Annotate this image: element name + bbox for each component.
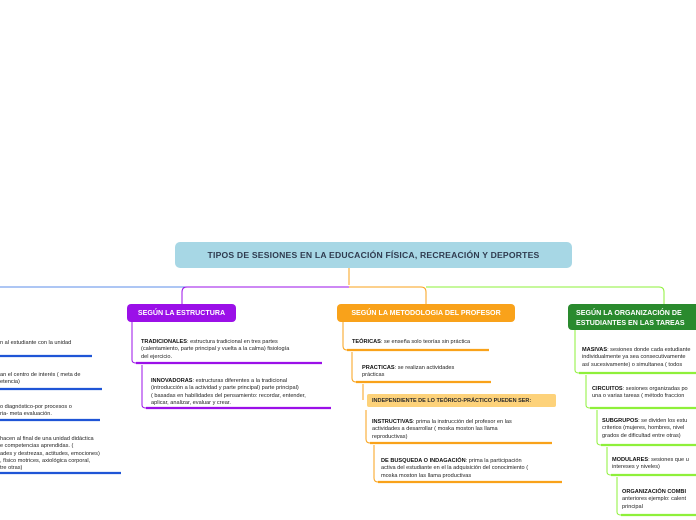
left-leaf-3[interactable] bbox=[0, 404, 72, 419]
leaf-instructivas[interactable] bbox=[372, 419, 512, 441]
leaf-instructivas-text: : prima la instrucción del profesor en las bbox=[412, 419, 512, 425]
branch-organizacion-line1: SEGÚN LA ORGANIZACIÓN DE bbox=[576, 309, 682, 317]
leaf-subgrupos-line-3: grados de dificultad entre otras) bbox=[602, 432, 681, 439]
leaf-instructivas-line-3: reproductivas) bbox=[372, 433, 408, 440]
leaf-subgrupos-text: : se dividen los estu bbox=[638, 418, 688, 424]
leaf-modulares-line-2: intereses y niveles) bbox=[612, 464, 660, 471]
branch-estructura[interactable]: SEGÚN LA ESTRUCTURA bbox=[127, 304, 236, 322]
leaf-circuitos-line-2: una o varias tareas ( método fraccion bbox=[592, 393, 685, 400]
left-leaf-3-line-a: o diagnóstico-por procesos o bbox=[0, 404, 72, 410]
leaf-innovadoras-line-3: ( basadas en habilidades del pensamiento: recordar, entender, bbox=[151, 392, 306, 399]
left-leaf-4-line-d: , físico motrices, axiológica corporal, bbox=[0, 457, 91, 464]
leaf-busqueda-line-3: moska moston las llama productivas bbox=[381, 472, 472, 479]
branch-organizacion-line2: ESTUDIANTES EN LAS TAREAS bbox=[576, 319, 685, 327]
left-leaf-4-line-c: ades y destrezas, actitudes, emociones) bbox=[0, 450, 100, 457]
leaf-tradicionales-line-3: del ejercicio. bbox=[141, 353, 173, 360]
leaf-modulares[interactable] bbox=[612, 457, 689, 472]
left-leaf-4-line-e: tre otras) bbox=[0, 465, 23, 472]
leaf-modulares-text: : sesiones que u bbox=[648, 457, 689, 463]
leaf-busqueda-line-2: activa del estudiante en el la adquisición del conocimiento ( bbox=[381, 465, 529, 472]
leaf-teoricas-text: : se enseña solo teorías sin práctica bbox=[380, 339, 471, 345]
leaf-combinada-line-3: principal bbox=[622, 503, 643, 510]
leaf-masivas[interactable] bbox=[582, 347, 690, 369]
left-leaf-1-line: n al estudiante con la unidad bbox=[0, 340, 72, 346]
leaf-subgrupos-term: SUBGRUPOS bbox=[602, 418, 639, 424]
leaf-circuitos-text: : sesiones organizadas po bbox=[622, 386, 688, 392]
leaf-busqueda-term: DE BUSQUEDA O INDAGACIÓN bbox=[381, 458, 466, 464]
left-leaf-4-line-a: hacen al final de una unidad didáctica bbox=[0, 436, 94, 442]
leaf-combinada[interactable] bbox=[622, 489, 686, 511]
leaf-combinada-term: ORGANIZACIÓN COMBI bbox=[622, 489, 687, 495]
leaf-innovadoras[interactable] bbox=[151, 378, 306, 407]
left-leaf-2-line-a: an el centro de interés ( meta de bbox=[0, 372, 81, 378]
leaf-innovadoras-line-4: aplicar, analizar, evaluar y crear. bbox=[151, 399, 231, 406]
leaf-innovadoras-line-2: (introducción a la actividad y parte principal) parte principal) bbox=[151, 385, 299, 392]
leaf-teoricas-term: TEÓRICAS bbox=[352, 339, 381, 345]
leaf-instructivas-line-2: actividades a desarrollar ( moska moston las llama bbox=[372, 426, 498, 433]
leaf-circuitos[interactable] bbox=[592, 386, 688, 401]
leaf-tradicionales-term: TRADICIONALES bbox=[141, 339, 187, 345]
leaf-practicas[interactable] bbox=[362, 365, 454, 380]
leaf-subgrupos[interactable] bbox=[602, 418, 687, 440]
leaf-busqueda[interactable] bbox=[381, 458, 528, 480]
leaf-practicas-line-2: prácticas bbox=[362, 372, 385, 379]
leaf-tradicionales[interactable] bbox=[141, 339, 289, 361]
leaf-tradicionales-line-1: : estructura tradicional en tres partes bbox=[187, 339, 278, 345]
tag-independiente[interactable]: INDEPENDIENTE DE LO TEÓRICO-PRÁCTICO PUEDEN SER: bbox=[367, 394, 556, 407]
leaf-masivas-term: MASIVAS bbox=[582, 347, 608, 353]
left-leaf-3-line-b: ria- meta evaluación. bbox=[0, 411, 52, 418]
central-topic[interactable]: TIPOS DE SESIONES EN LA EDUCACIÓN FÍSICA, RECREACIÓN Y DEPORTES bbox=[175, 242, 572, 268]
left-leaf-4-line-b: e competencias aprendidas. ( bbox=[0, 443, 74, 450]
leaf-combinada-line-2: anteriores ejemplo: calent bbox=[622, 496, 687, 503]
branch-organizacion[interactable] bbox=[568, 304, 696, 330]
left-leaf-1[interactable] bbox=[0, 340, 71, 347]
branch-metodologia[interactable]: SEGÚN LA METODOLOGIA DEL PROFESOR bbox=[337, 304, 515, 322]
leaf-busqueda-text: : prima la participación bbox=[465, 458, 522, 464]
leaf-tradicionales-line-2: (calentamiento, parte principal y vuelta a la calma) fisiología bbox=[141, 346, 290, 353]
leaf-innovadoras-line-1: : estructuras diferentes a la tradicional bbox=[192, 378, 288, 384]
leaf-circuitos-term: CIRCUITOS bbox=[592, 386, 623, 392]
leaf-masivas-line-3: así sucesivamente) o simultanea ( todos bbox=[582, 361, 683, 368]
leaf-instructivas-term: INSTRUCTIVAS bbox=[372, 419, 413, 425]
leaf-masivas-text: : sesiones donde cada estudiante bbox=[607, 347, 691, 353]
leaf-practicas-text: : se realizan actividades bbox=[394, 365, 455, 371]
leaf-innovadoras-term: INNOVADORAS bbox=[151, 378, 193, 384]
leaf-practicas-term: PRACTICAS bbox=[362, 365, 395, 371]
left-leaf-4[interactable] bbox=[0, 436, 100, 472]
leaf-modulares-term: MODULARES bbox=[612, 457, 649, 463]
leaf-subgrupos-line-2: criterios (mujeres, hombres, nivel bbox=[602, 425, 685, 432]
leaf-masivas-line-2: individualmente ya sea consecutivamente bbox=[582, 354, 686, 361]
left-leaf-2[interactable] bbox=[0, 372, 81, 387]
left-leaf-2-line-b: etencia) bbox=[0, 379, 20, 386]
leaf-teoricas[interactable] bbox=[352, 339, 470, 346]
